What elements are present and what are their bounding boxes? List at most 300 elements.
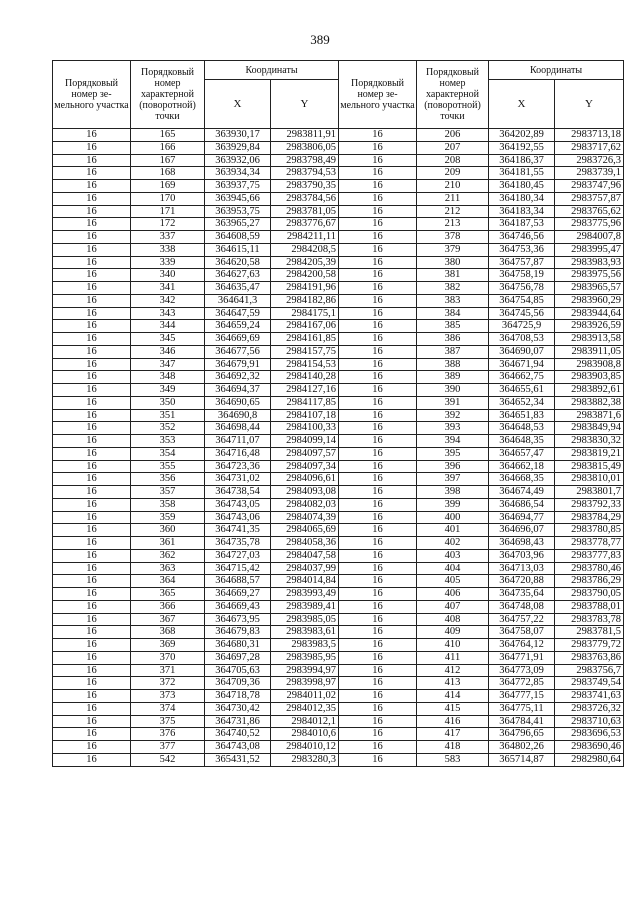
plot-number-cell: 16	[339, 269, 417, 282]
plot-number-cell: 16	[53, 167, 131, 180]
table-header	[53, 61, 624, 129]
x-coordinate-cell: 364725,9	[489, 320, 555, 333]
point-number-cell: 362	[131, 549, 205, 562]
point-number-cell: 393	[417, 422, 489, 435]
x-coordinate-cell: 363934,34	[205, 167, 271, 180]
y-coordinate-cell: 2983786,29	[555, 575, 624, 588]
plot-number-cell: 16	[53, 447, 131, 460]
table-row	[53, 141, 624, 154]
x-coordinate-cell: 364180,45	[489, 180, 555, 193]
x-coordinate-cell: 364705,63	[205, 664, 271, 677]
x-coordinate-cell: 365431,52	[205, 753, 271, 766]
x-coordinate-cell: 364694,77	[489, 511, 555, 524]
point-number-cell: 385	[417, 320, 489, 333]
point-number-cell: 210	[417, 180, 489, 193]
y-coordinate-cell: 2983717,62	[555, 141, 624, 154]
x-coordinate-cell: 364181,55	[489, 167, 555, 180]
table-row	[53, 753, 624, 766]
plot-number-cell: 16	[339, 192, 417, 205]
table-row	[53, 358, 624, 371]
plot-number-cell: 16	[339, 728, 417, 741]
point-number-cell: 389	[417, 371, 489, 384]
x-coordinate-cell: 364802,26	[489, 741, 555, 754]
point-number-cell: 170	[131, 192, 205, 205]
y-coordinate-cell: 2983811,91	[271, 129, 339, 142]
y-coordinate-cell: 2983739,1	[555, 167, 624, 180]
table-body	[53, 129, 624, 767]
y-coordinate-cell: 2983749,54	[555, 677, 624, 690]
table-row	[53, 562, 624, 575]
point-number-cell: 395	[417, 447, 489, 460]
plot-number-cell: 16	[53, 753, 131, 766]
point-number-cell: 408	[417, 613, 489, 626]
plot-number-cell: 16	[339, 588, 417, 601]
x-coordinate-cell: 364757,87	[489, 256, 555, 269]
y-coordinate-cell: 2982980,64	[555, 753, 624, 766]
header-coordinates: Координаты	[489, 61, 624, 80]
y-coordinate-cell: 2983781,05	[271, 205, 339, 218]
point-number-cell: 212	[417, 205, 489, 218]
y-coordinate-cell: 2983806,05	[271, 141, 339, 154]
plot-number-cell: 16	[53, 358, 131, 371]
point-number-cell: 405	[417, 575, 489, 588]
plot-number-cell: 16	[339, 409, 417, 422]
plot-number-cell: 16	[53, 728, 131, 741]
y-coordinate-cell: 2983798,49	[271, 154, 339, 167]
y-coordinate-cell: 2983713,18	[555, 129, 624, 142]
y-coordinate-cell: 2983784,29	[555, 511, 624, 524]
plot-number-cell: 16	[53, 282, 131, 295]
x-coordinate-cell: 363929,84	[205, 141, 271, 154]
plot-number-cell: 16	[339, 307, 417, 320]
y-coordinate-cell: 2984097,34	[271, 460, 339, 473]
point-number-cell: 366	[131, 600, 205, 613]
plot-number-cell: 16	[339, 537, 417, 550]
x-coordinate-cell: 364731,02	[205, 473, 271, 486]
plot-number-cell: 16	[53, 600, 131, 613]
point-number-cell: 363	[131, 562, 205, 575]
point-number-cell: 348	[131, 371, 205, 384]
point-number-cell: 383	[417, 294, 489, 307]
point-number-cell: 407	[417, 600, 489, 613]
y-coordinate-cell: 2984096,61	[271, 473, 339, 486]
x-coordinate-cell: 363930,17	[205, 129, 271, 142]
point-number-cell: 360	[131, 524, 205, 537]
point-number-cell: 172	[131, 218, 205, 231]
x-coordinate-cell: 364754,85	[489, 294, 555, 307]
y-coordinate-cell: 2983903,85	[555, 371, 624, 384]
plot-number-cell: 16	[53, 154, 131, 167]
plot-number-cell: 16	[339, 243, 417, 256]
point-number-cell: 414	[417, 690, 489, 703]
table-row	[53, 613, 624, 626]
header-plot-number: Порядковый номер зе-мельного участка	[53, 61, 131, 129]
x-coordinate-cell: 365714,87	[489, 753, 555, 766]
header-point-number: Порядковый номер характерной (поворотной) точки	[131, 61, 205, 129]
plot-number-cell: 16	[53, 588, 131, 601]
plot-number-cell: 16	[339, 154, 417, 167]
y-coordinate-cell: 2983765,62	[555, 205, 624, 218]
x-coordinate-cell: 364669,27	[205, 588, 271, 601]
plot-number-cell: 16	[53, 690, 131, 703]
plot-number-cell: 16	[339, 167, 417, 180]
point-number-cell: 340	[131, 269, 205, 282]
x-coordinate-cell: 364708,53	[489, 333, 555, 346]
plot-number-cell: 16	[339, 396, 417, 409]
x-coordinate-cell: 364694,37	[205, 384, 271, 397]
x-coordinate-cell: 364772,85	[489, 677, 555, 690]
point-number-cell: 350	[131, 396, 205, 409]
plot-number-cell: 16	[53, 537, 131, 550]
point-number-cell: 390	[417, 384, 489, 397]
y-coordinate-cell: 2983985,05	[271, 613, 339, 626]
y-coordinate-cell: 2983790,35	[271, 180, 339, 193]
x-coordinate-cell: 364775,11	[489, 702, 555, 715]
plot-number-cell: 16	[53, 435, 131, 448]
y-coordinate-cell: 2983775,96	[555, 218, 624, 231]
x-coordinate-cell: 364183,34	[489, 205, 555, 218]
point-number-cell: 410	[417, 639, 489, 652]
table-row	[53, 677, 624, 690]
x-coordinate-cell: 364620,58	[205, 256, 271, 269]
y-coordinate-cell: 2983747,96	[555, 180, 624, 193]
header-y: Y	[555, 80, 624, 129]
y-coordinate-cell: 2983780,46	[555, 562, 624, 575]
plot-number-cell: 16	[339, 524, 417, 537]
plot-number-cell: 16	[339, 715, 417, 728]
point-number-cell: 371	[131, 664, 205, 677]
y-coordinate-cell: 2983756,7	[555, 664, 624, 677]
table-row	[53, 167, 624, 180]
point-number-cell: 354	[131, 447, 205, 460]
x-coordinate-cell: 364652,34	[489, 396, 555, 409]
x-coordinate-cell: 364703,96	[489, 549, 555, 562]
y-coordinate-cell: 2984211,11	[271, 231, 339, 244]
x-coordinate-cell: 364758,07	[489, 626, 555, 639]
x-coordinate-cell: 364651,83	[489, 409, 555, 422]
plot-number-cell: 16	[53, 129, 131, 142]
x-coordinate-cell: 364784,41	[489, 715, 555, 728]
point-number-cell: 409	[417, 626, 489, 639]
x-coordinate-cell: 364690,65	[205, 396, 271, 409]
point-number-cell: 165	[131, 129, 205, 142]
point-number-cell: 373	[131, 690, 205, 703]
y-coordinate-cell: 2983726,32	[555, 702, 624, 715]
table-row	[53, 371, 624, 384]
plot-number-cell: 16	[339, 651, 417, 664]
y-coordinate-cell: 2984097,57	[271, 447, 339, 460]
table-row	[53, 345, 624, 358]
plot-number-cell: 16	[339, 498, 417, 511]
y-coordinate-cell: 2983726,3	[555, 154, 624, 167]
y-coordinate-cell: 2984082,03	[271, 498, 339, 511]
point-number-cell: 211	[417, 192, 489, 205]
table-row	[53, 422, 624, 435]
y-coordinate-cell: 2983882,38	[555, 396, 624, 409]
x-coordinate-cell: 364671,94	[489, 358, 555, 371]
point-number-cell: 391	[417, 396, 489, 409]
plot-number-cell: 16	[339, 486, 417, 499]
x-coordinate-cell: 364720,88	[489, 575, 555, 588]
point-number-cell: 351	[131, 409, 205, 422]
plot-number-cell: 16	[53, 651, 131, 664]
plot-number-cell: 16	[53, 180, 131, 193]
point-number-cell: 352	[131, 422, 205, 435]
plot-number-cell: 16	[339, 473, 417, 486]
table-row	[53, 537, 624, 550]
point-number-cell: 403	[417, 549, 489, 562]
plot-number-cell: 16	[53, 141, 131, 154]
plot-number-cell: 16	[339, 180, 417, 193]
y-coordinate-cell: 2983911,05	[555, 345, 624, 358]
point-number-cell: 392	[417, 409, 489, 422]
plot-number-cell: 16	[53, 460, 131, 473]
plot-number-cell: 16	[339, 231, 417, 244]
y-coordinate-cell: 2983780,85	[555, 524, 624, 537]
x-coordinate-cell: 364735,64	[489, 588, 555, 601]
plot-number-cell: 16	[339, 702, 417, 715]
y-coordinate-cell: 2983801,7	[555, 486, 624, 499]
x-coordinate-cell: 364716,48	[205, 447, 271, 460]
table-row	[53, 728, 624, 741]
y-coordinate-cell: 2983871,6	[555, 409, 624, 422]
x-coordinate-cell: 364715,42	[205, 562, 271, 575]
point-number-cell: 386	[417, 333, 489, 346]
plot-number-cell: 16	[53, 256, 131, 269]
x-coordinate-cell: 364745,56	[489, 307, 555, 320]
y-coordinate-cell: 2983998,97	[271, 677, 339, 690]
point-number-cell: 583	[417, 753, 489, 766]
point-number-cell: 388	[417, 358, 489, 371]
plot-number-cell: 16	[53, 473, 131, 486]
point-number-cell: 375	[131, 715, 205, 728]
table-row	[53, 460, 624, 473]
table-row	[53, 549, 624, 562]
plot-number-cell: 16	[339, 384, 417, 397]
table-row	[53, 741, 624, 754]
x-coordinate-cell: 364662,75	[489, 371, 555, 384]
plot-number-cell: 16	[339, 549, 417, 562]
point-number-cell: 206	[417, 129, 489, 142]
table-row	[53, 447, 624, 460]
plot-number-cell: 16	[53, 626, 131, 639]
point-number-cell: 208	[417, 154, 489, 167]
x-coordinate-cell: 364669,69	[205, 333, 271, 346]
point-number-cell: 359	[131, 511, 205, 524]
y-coordinate-cell: 2983810,01	[555, 473, 624, 486]
point-number-cell: 168	[131, 167, 205, 180]
y-coordinate-cell: 2984167,06	[271, 320, 339, 333]
plot-number-cell: 16	[339, 282, 417, 295]
plot-number-cell: 16	[53, 498, 131, 511]
plot-number-cell: 16	[339, 333, 417, 346]
table-row	[53, 333, 624, 346]
point-number-cell: 415	[417, 702, 489, 715]
point-number-cell: 397	[417, 473, 489, 486]
plot-number-cell: 16	[339, 371, 417, 384]
point-number-cell: 355	[131, 460, 205, 473]
point-number-cell: 209	[417, 167, 489, 180]
y-coordinate-cell: 2984074,39	[271, 511, 339, 524]
y-coordinate-cell: 2983784,56	[271, 192, 339, 205]
point-number-cell: 396	[417, 460, 489, 473]
x-coordinate-cell: 364690,8	[205, 409, 271, 422]
x-coordinate-cell: 364741,35	[205, 524, 271, 537]
header-plot-number: Порядковый номер зе-мельного участка	[339, 61, 417, 129]
point-number-cell: 399	[417, 498, 489, 511]
point-number-cell: 416	[417, 715, 489, 728]
plot-number-cell: 16	[53, 192, 131, 205]
plot-number-cell: 16	[53, 486, 131, 499]
x-coordinate-cell: 364696,07	[489, 524, 555, 537]
plot-number-cell: 16	[53, 422, 131, 435]
point-number-cell: 341	[131, 282, 205, 295]
point-number-cell: 370	[131, 651, 205, 664]
point-number-cell: 347	[131, 358, 205, 371]
point-number-cell: 339	[131, 256, 205, 269]
point-number-cell: 357	[131, 486, 205, 499]
table-row	[53, 129, 624, 142]
table-row	[53, 575, 624, 588]
point-number-cell: 367	[131, 613, 205, 626]
header-y: Y	[271, 80, 339, 129]
y-coordinate-cell: 2984107,18	[271, 409, 339, 422]
y-coordinate-cell: 2984012,35	[271, 702, 339, 715]
y-coordinate-cell: 2983983,61	[271, 626, 339, 639]
x-coordinate-cell: 364709,36	[205, 677, 271, 690]
x-coordinate-cell: 364680,31	[205, 639, 271, 652]
table-row	[53, 307, 624, 320]
x-coordinate-cell: 364187,53	[489, 218, 555, 231]
x-coordinate-cell: 364608,59	[205, 231, 271, 244]
y-coordinate-cell: 2984007,8	[555, 231, 624, 244]
plot-number-cell: 16	[339, 358, 417, 371]
x-coordinate-cell: 364730,42	[205, 702, 271, 715]
point-number-cell: 368	[131, 626, 205, 639]
point-number-cell: 356	[131, 473, 205, 486]
y-coordinate-cell: 2983965,57	[555, 282, 624, 295]
point-number-cell: 394	[417, 435, 489, 448]
y-coordinate-cell: 2983790,05	[555, 588, 624, 601]
y-coordinate-cell: 2983994,97	[271, 664, 339, 677]
plot-number-cell: 16	[53, 243, 131, 256]
x-coordinate-cell: 364771,91	[489, 651, 555, 664]
page-number: 389	[310, 32, 330, 47]
point-number-cell: 207	[417, 141, 489, 154]
y-coordinate-cell: 2983913,58	[555, 333, 624, 346]
x-coordinate-cell: 364679,91	[205, 358, 271, 371]
plot-number-cell: 16	[339, 562, 417, 575]
x-coordinate-cell: 364679,83	[205, 626, 271, 639]
y-coordinate-cell: 2983908,8	[555, 358, 624, 371]
table-row	[53, 588, 624, 601]
plot-number-cell: 16	[53, 613, 131, 626]
y-coordinate-cell: 2983892,61	[555, 384, 624, 397]
plot-number-cell: 16	[339, 741, 417, 754]
plot-number-cell: 16	[53, 384, 131, 397]
x-coordinate-cell: 364697,28	[205, 651, 271, 664]
plot-number-cell: 16	[339, 129, 417, 142]
table-row	[53, 269, 624, 282]
x-coordinate-cell: 364192,55	[489, 141, 555, 154]
y-coordinate-cell: 2983781,5	[555, 626, 624, 639]
table-row	[53, 473, 624, 486]
y-coordinate-cell: 2984012,1	[271, 715, 339, 728]
point-number-cell: 213	[417, 218, 489, 231]
plot-number-cell: 16	[339, 677, 417, 690]
y-coordinate-cell: 2984058,36	[271, 537, 339, 550]
plot-number-cell: 16	[339, 460, 417, 473]
y-coordinate-cell: 2983777,83	[555, 549, 624, 562]
plot-number-cell: 16	[53, 511, 131, 524]
x-coordinate-cell: 364746,56	[489, 231, 555, 244]
x-coordinate-cell: 364731,86	[205, 715, 271, 728]
point-number-cell: 337	[131, 231, 205, 244]
plot-number-cell: 16	[53, 562, 131, 575]
y-coordinate-cell: 2983779,72	[555, 639, 624, 652]
plot-number-cell: 16	[53, 639, 131, 652]
table-row	[53, 154, 624, 167]
plot-number-cell: 16	[339, 639, 417, 652]
plot-number-cell: 16	[53, 715, 131, 728]
plot-number-cell: 16	[53, 333, 131, 346]
plot-number-cell: 16	[339, 345, 417, 358]
point-number-cell: 167	[131, 154, 205, 167]
x-coordinate-cell: 363932,06	[205, 154, 271, 167]
table-row	[53, 715, 624, 728]
table-row	[53, 486, 624, 499]
y-coordinate-cell: 2984037,99	[271, 562, 339, 575]
x-coordinate-cell: 364669,43	[205, 600, 271, 613]
x-coordinate-cell: 364758,19	[489, 269, 555, 282]
table-row	[53, 702, 624, 715]
y-coordinate-cell: 2984010,12	[271, 741, 339, 754]
y-coordinate-cell: 2984047,58	[271, 549, 339, 562]
table-row	[53, 651, 624, 664]
table-row	[53, 294, 624, 307]
plot-number-cell: 16	[53, 524, 131, 537]
plot-number-cell: 16	[53, 320, 131, 333]
table-row	[53, 192, 624, 205]
y-coordinate-cell: 2983757,87	[555, 192, 624, 205]
plot-number-cell: 16	[339, 422, 417, 435]
x-coordinate-cell: 364723,36	[205, 460, 271, 473]
x-coordinate-cell: 364727,03	[205, 549, 271, 562]
y-coordinate-cell: 2983975,56	[555, 269, 624, 282]
plot-number-cell: 16	[339, 600, 417, 613]
x-coordinate-cell: 364635,47	[205, 282, 271, 295]
x-coordinate-cell: 364757,22	[489, 613, 555, 626]
x-coordinate-cell: 364748,08	[489, 600, 555, 613]
y-coordinate-cell: 2984065,69	[271, 524, 339, 537]
x-coordinate-cell: 364641,3	[205, 294, 271, 307]
y-coordinate-cell: 2984208,5	[271, 243, 339, 256]
x-coordinate-cell: 364655,61	[489, 384, 555, 397]
plot-number-cell: 16	[339, 664, 417, 677]
point-number-cell: 378	[417, 231, 489, 244]
y-coordinate-cell: 2983696,53	[555, 728, 624, 741]
plot-number-cell: 16	[339, 256, 417, 269]
x-coordinate-cell: 364627,63	[205, 269, 271, 282]
y-coordinate-cell: 2983993,49	[271, 588, 339, 601]
header-x: X	[205, 80, 271, 129]
x-coordinate-cell: 364796,65	[489, 728, 555, 741]
point-number-cell: 413	[417, 677, 489, 690]
point-number-cell: 338	[131, 243, 205, 256]
table-row	[53, 639, 624, 652]
plot-number-cell: 16	[339, 141, 417, 154]
plot-number-cell: 16	[339, 435, 417, 448]
